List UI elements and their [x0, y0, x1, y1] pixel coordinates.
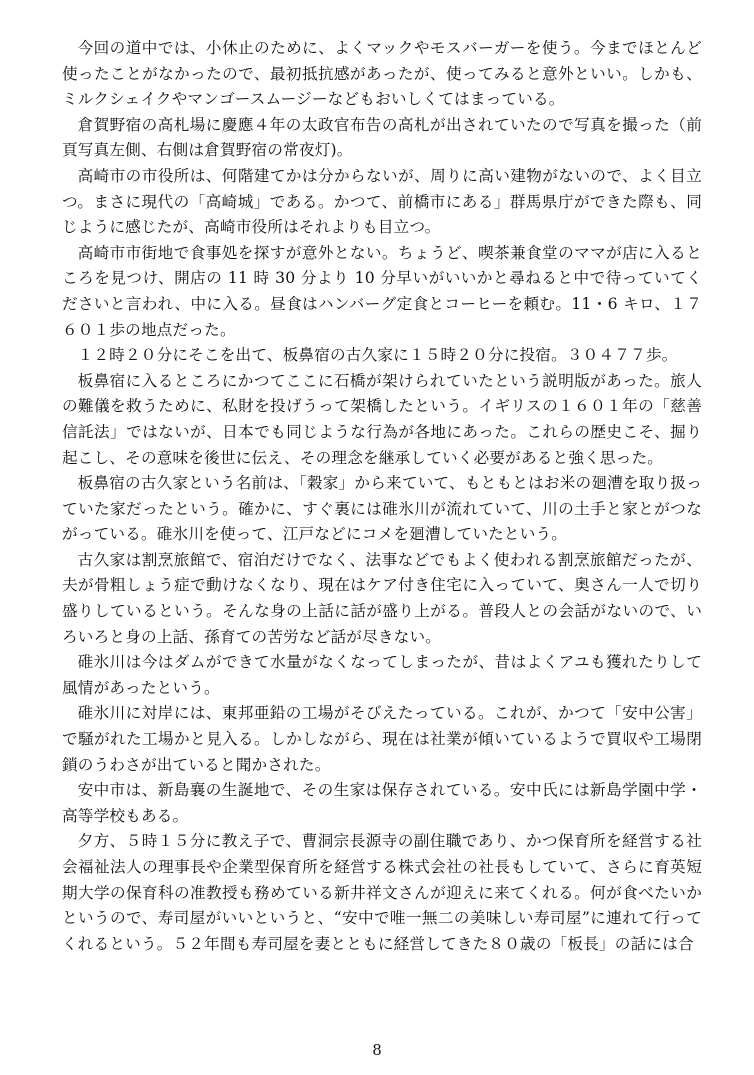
page-number: 8: [372, 1041, 382, 1059]
paragraph-takasaki-city-hall: 高崎市の市役所は、何階建てかは分からないが、周りに高い建物がないので、よく目立つ。まさに現代の「高崎城」である。かつて、前橋市にある」群馬県庁ができた際も、同じように感じたが、高崎市役所はそれよりも目立つ。: [62, 166, 702, 237]
paragraph-usui-river: 碓氷川は今はダムができて水量がなくなってしまったが、昔はよくアユも獲れたりして風情があったという。: [62, 653, 702, 697]
paragraph-annaka-niijima: 安中市は、新島襄の生誕地で、その生家は保存されている。安中氏には新島学園中学・高等学校もある。: [62, 781, 702, 825]
paragraph-fast-food: 今回の道中では、小休止のために、よくマックやモスバーガーを使う。今までほとんど使ったことがなかったので、最初抵抗感があったが、使ってみると意外といい。しかも、ミルクシェイクやマンゴースムージーなどもおいしくてはまっている。: [62, 39, 702, 109]
paragraph-kappo-ryokan: 古久家は割烹旅館で、宿泊だけでなく、法事などでもよく使われる割烹旅館だったが、夫が骨粗しょう症で動けなくなり、現在はケア付き住宅に入っていて、奥さん一人で切り盛りしているという。そんな身の上話に話が盛り上がる。普段人との会話がないので、いろいろと身の上話、孫育ての苦労など話が尽きない。: [62, 550, 702, 646]
paragraph-lunch: 高崎市市街地で食事処を探すが意外とない。ちょうど、喫茶兼食堂のママが店に入るところを見つけ、開店の 11 時 30 分より 10 分早いがいいかと尋ねると中で待っていてくださいと言われ、中に入る。昼食はハンバーグ定食とコーヒーを頼む。11・6 キロ、１７６０１歩の地点だった。: [62, 243, 702, 339]
paragraph-stone-bridge: 板鼻宿に入るところにかつてここに石橋が架けられていたという説明版があった。旅人の難儀を救うために、私財を投げうって架橋したという。イギリスの１６０１年の「慈善信託法」ではないが、日本でも同じような行為が各地にあった。これらの歴史こそ、掘り起こし、その意味を後世に伝え、その理念を継承していく必要があると強く思った。: [62, 371, 702, 467]
document-body: [62, 36, 702, 957]
paragraph-check-in: １２時２０分にそこを出て、板鼻宿の古久家に１５時２０分に投宿。３０４７７歩。: [77, 346, 678, 365]
paragraph-toho-zinc: 碓氷川に対岸には、東邦亜鉛の工場がそびえたっている。これが、かつて「安中公害」で騒がれた工場かと見入る。しかしながら、現在は社業が傾いているようで買収や工場閉鎖のうわさが出ていると聞かされた。: [62, 704, 702, 774]
paragraph-kuragano-notice-board: 倉賀野宿の高札場に慶應４年の太政官布告の高札が出されていたので写真を撮った（前頁写真左側、右側は倉賀野宿の常夜灯)。: [62, 115, 702, 160]
paragraph-evening-sushi: 夕方、５時１５分に教え子で、曹洞宗長源寺の副住職であり、かつ保育所を経営する社会福祉法人の理事長や企業型保育所を経営する株式会社の社長もしていて、さらに育英短期大学の保育科の准教授も務めている新井祥文さんが迎えに来てくれる。何が食べたいかというので、寿司屋がいいというと、“安中で唯一無二の美味しい寿司屋”に連れて行ってくれるという。５２年間も寿司屋を妻とともに経営してきた８０歳の「板長」の話には合: [62, 832, 702, 953]
paragraph-kokuya-origin: 板鼻宿の古久家という名前は、「穀家」から来ていて、もともとはお米の廻漕を取り扱っていた家だったという。確かに、すぐ裏には碓氷川が流れていて、川の土手と家とがつながっている。碓氷川を使って、江戸などにコメを廻漕していたという。: [62, 474, 702, 544]
